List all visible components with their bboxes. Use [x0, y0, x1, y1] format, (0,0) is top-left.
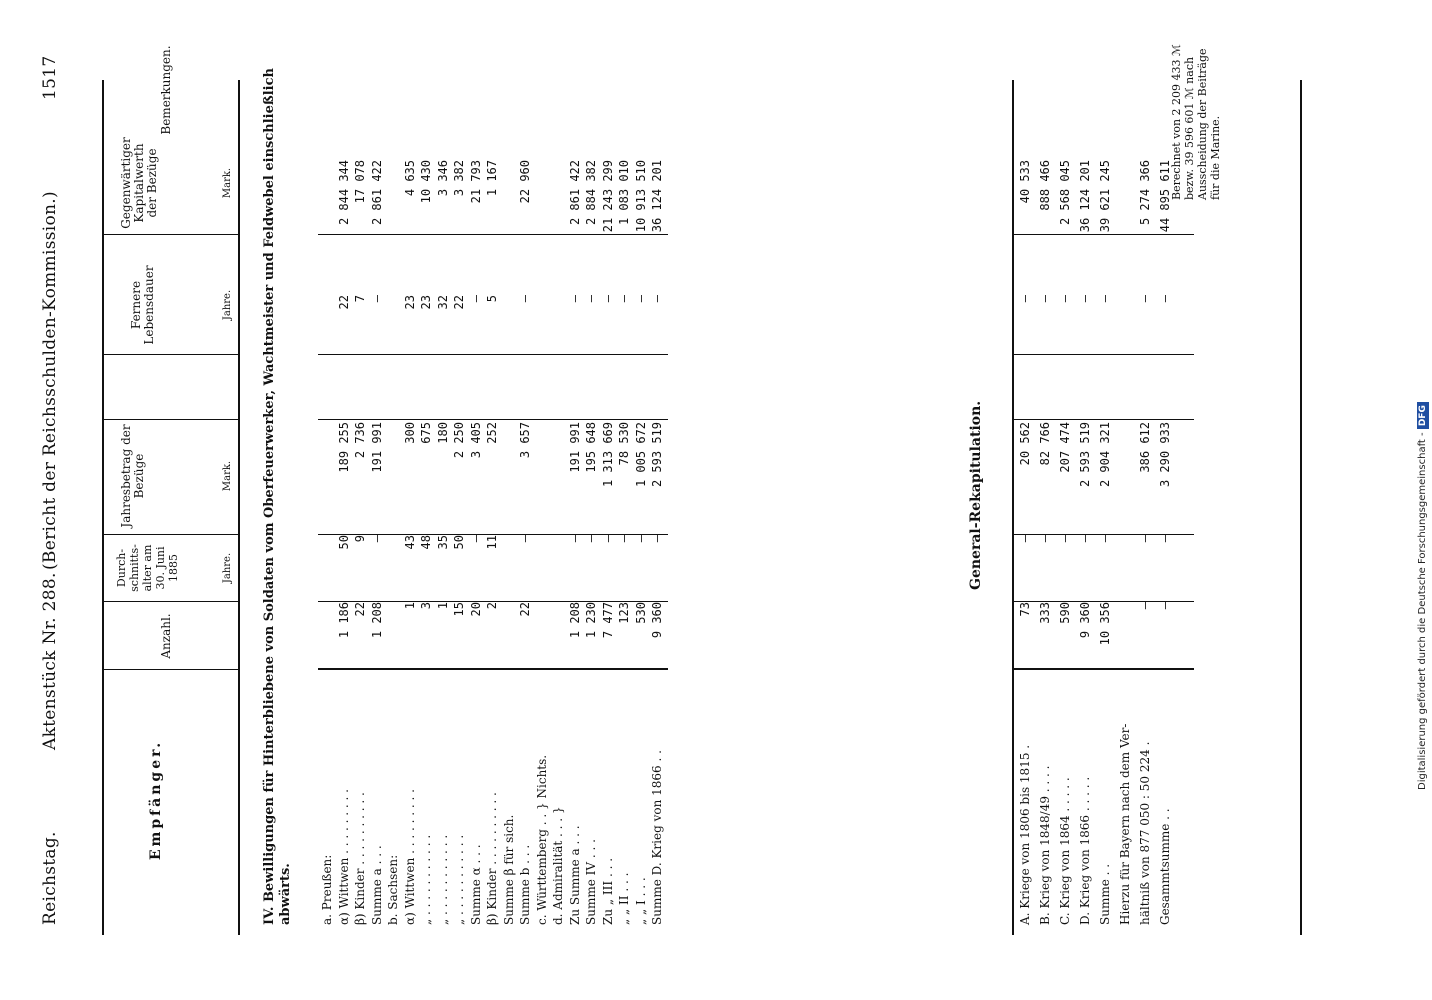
table-header-rule: [238, 80, 240, 935]
cell-jahresbetrag: 189 255: [336, 422, 351, 473]
cell-kapital: 10 913 510: [633, 160, 648, 233]
cell-jahresbetrag: 191 991: [369, 422, 384, 473]
cell-kapital: 2 861 422: [567, 160, 582, 226]
row-label: Summe . .: [1098, 863, 1112, 925]
table-row: [337, 0, 353, 1000]
recap-title: General-Rekapitulation.: [968, 400, 984, 590]
table-row: [634, 0, 650, 1000]
row-label: „ . . . . . . . . . . .: [435, 834, 450, 925]
recap-col-sep: [1012, 354, 1194, 355]
col-durchschnittsalter: Durchschnittsalter am 30. Juni 1885: [115, 544, 180, 592]
cell-dauer: —: [633, 295, 648, 303]
col-sep: [102, 669, 238, 670]
table-row: [601, 0, 617, 1000]
col-kapitalwerth: Gegenwärtiger Kapitalwerth der Bezüge: [119, 137, 159, 229]
cell-jahresbetrag: 207 474: [1058, 422, 1072, 473]
cell-kapital: 22 960: [518, 160, 532, 204]
cell-alter: —: [1138, 535, 1152, 543]
cell-anzahl: 15: [452, 602, 466, 617]
cell-kapital: 10 430: [419, 160, 433, 204]
recap-col-sep: [1012, 668, 1194, 670]
cell-jahresbetrag: 1 313 669: [600, 422, 615, 488]
cell-jahresbetrag: 2 736: [353, 422, 367, 459]
cell-anzahl: 22: [353, 602, 367, 617]
col-lebensdauer: Fernere Lebensdauer: [129, 265, 156, 345]
row-label: A. Kriege von 1806 bis 1815 .: [1018, 744, 1032, 925]
recap-bottom-rule: [1300, 80, 1302, 935]
cell-kapital: 21 243 299: [600, 160, 615, 233]
cell-dauer: —: [1078, 295, 1092, 303]
col-sep: [102, 534, 238, 535]
row-label: C. Krieg von 1864 . . . . .: [1058, 777, 1072, 925]
cell-dauer: —: [1058, 295, 1072, 303]
cell-kapital: 1 167: [485, 160, 499, 197]
cell-alter: 43: [402, 535, 417, 550]
col-sep: [102, 419, 238, 420]
cell-anzahl: 22: [518, 602, 532, 617]
cell-anzahl: 7 477: [600, 602, 615, 639]
cell-jahresbetrag: 3 657: [518, 422, 532, 459]
cell-dauer: 5: [485, 295, 499, 303]
table-row: [370, 0, 386, 1000]
row-label: Summe D. Krieg von 1866 . .: [650, 750, 664, 925]
cell-kapital: 39 621 245: [1098, 160, 1112, 233]
row-label: Gesammtsumme . .: [1158, 808, 1172, 925]
cell-kapital: 17 078: [353, 160, 367, 204]
recap-top-rule: [1012, 80, 1014, 935]
page-number: 1517: [40, 55, 60, 100]
unit-mark-kapital: Mark.: [222, 167, 233, 199]
cell-dauer: 23: [402, 295, 417, 310]
recap-col-sep: [1012, 234, 1194, 235]
cell-anzahl: 20: [468, 602, 483, 617]
cell-jahresbetrag: 300: [402, 422, 417, 444]
table-row: [1078, 0, 1094, 1000]
cell-anzahl: 590: [1058, 602, 1072, 624]
cell-alter: —: [567, 535, 582, 543]
table-top-rule: [102, 80, 104, 935]
cell-dauer: —: [584, 295, 598, 303]
digitization-label: Digitalisierung gefördert durch die Deutsche Forschungsgemeinschaft -: [1417, 432, 1428, 790]
row-label: d. Admiralität . . . }: [551, 806, 565, 925]
cell-alter: 9: [353, 535, 367, 543]
cell-jahresbetrag: 3 405: [468, 422, 483, 459]
cell-kapital: 36 124 201: [650, 160, 664, 233]
row-label: „ . . . . . . . . . . .: [452, 834, 466, 925]
recap-col-sep: [1012, 534, 1194, 535]
cell-anzahl: 73: [1018, 602, 1032, 617]
table-row: [1118, 0, 1134, 1000]
cell-jahresbetrag: 180: [435, 422, 450, 444]
table-row: [617, 0, 633, 1000]
cell-dauer: —: [650, 295, 664, 303]
unit-jahre-alter: Jahre.: [222, 552, 233, 584]
row-label: B. Krieg von 1848/49 . . . .: [1038, 765, 1052, 925]
cell-jahresbetrag: 82 766: [1038, 422, 1052, 466]
cell-kapital: 5 274 366: [1138, 160, 1152, 226]
table-row: [518, 0, 534, 1000]
dfg-logo: DFG: [1417, 402, 1429, 429]
bemerkung-line: für die Marine.: [1209, 115, 1222, 200]
cell-kapital: 3 346: [435, 160, 450, 197]
col-sep: [102, 354, 238, 355]
row-label: α) Wittwen . . . . . . . . .: [402, 789, 417, 925]
bemerkung-line: Ausscheidung der Beiträge: [1196, 48, 1209, 200]
cell-jahresbetrag: 2 250: [452, 422, 466, 459]
cell-alter: —: [650, 535, 664, 543]
cell-anzahl: 1 186: [336, 602, 351, 639]
cell-dauer: —: [1098, 295, 1112, 303]
cell-alter: —: [1098, 535, 1112, 543]
cell-alter: 11: [485, 535, 499, 550]
cell-anzahl: 123: [617, 602, 631, 624]
bemerkung-line: bezw. 39 596 601 ℳ nach: [1183, 56, 1196, 200]
table-row: [650, 0, 666, 1000]
row-label: Summe a . . .: [369, 845, 384, 925]
cell-alter: —: [633, 535, 648, 543]
section-title: IV. Bewilligungen für Hinterbliebene von Soldaten vom Oberfeuerwerker, Wachtmeister und Feldwebel einschließlich abwärts.: [262, 68, 293, 925]
cell-dauer: 7: [353, 295, 367, 303]
cell-kapital: 44 895 611: [1158, 160, 1172, 233]
cell-kapital: 888 466: [1038, 160, 1052, 211]
table-row: [568, 0, 584, 1000]
data-col-sep: [318, 668, 668, 670]
header-actenstueck: Aktenstück Nr. 288.: [40, 572, 60, 750]
cell-dauer: —: [1038, 295, 1052, 303]
bemerkung-line: Berechnet von 2 209 433 ℳ: [1170, 44, 1183, 200]
cell-anzahl: —: [1138, 602, 1152, 610]
cell-dauer: —: [1018, 295, 1032, 303]
row-label: α) Wittwen . . . . . . . . .: [336, 789, 351, 925]
cell-jahresbetrag: 3 290 933: [1158, 422, 1172, 488]
row-label: D. Krieg von 1866 . . . . .: [1078, 776, 1092, 925]
cell-jahresbetrag: 1 005 672: [633, 422, 648, 488]
cell-kapital: 3 382: [452, 160, 466, 197]
cell-alter: —: [1058, 535, 1072, 543]
digitization-sidebar: [1414, 0, 1432, 1000]
cell-dauer: —: [617, 295, 631, 303]
recap-col-sep: [1012, 419, 1194, 420]
cell-jahresbetrag: 78 530: [617, 422, 631, 466]
cell-jahresbetrag: 252: [485, 422, 499, 444]
cell-anzahl: 333: [1038, 602, 1052, 624]
cell-kapital: 1 083 010: [617, 160, 631, 226]
row-label: Summe α . . .: [468, 844, 483, 925]
cell-kapital: 2 861 422: [369, 160, 384, 226]
cell-anzahl: 1 208: [567, 602, 582, 639]
table-row: [1098, 0, 1114, 1000]
cell-dauer: —: [1138, 295, 1152, 303]
table-row: [320, 0, 336, 1000]
recap-col-sep: [1012, 601, 1194, 602]
cell-dauer: —: [518, 295, 532, 303]
cell-anzahl: 1 230: [584, 602, 598, 639]
col-sep: [102, 234, 238, 235]
cell-dauer: —: [567, 295, 582, 303]
cell-dauer: —: [600, 295, 615, 303]
cell-alter: —: [468, 535, 483, 543]
cell-dauer: 22: [452, 295, 466, 310]
header-reichstag: Reichstag.: [40, 831, 60, 925]
cell-alter: 48: [419, 535, 433, 550]
header-bericht: (Bericht der Reichsschulden-Kommission.): [40, 191, 60, 570]
table-row: [436, 0, 452, 1000]
cell-dauer: 22: [336, 295, 351, 310]
cell-anzahl: —: [1158, 602, 1172, 610]
col-sep: [102, 601, 238, 602]
cell-alter: 50: [336, 535, 351, 550]
row-label: β) Kinder . . . . . . . . . .: [353, 792, 367, 925]
col-anzahl: Anzahl.: [159, 613, 173, 659]
cell-dauer: 23: [419, 295, 433, 310]
cell-alter: —: [584, 535, 598, 543]
table-row: [1018, 0, 1034, 1000]
table-row: [386, 0, 402, 1000]
cell-anzahl: 1 208: [369, 602, 384, 639]
cell-jahresbetrag: 2 593 519: [1078, 422, 1092, 488]
cell-jahresbetrag: 2 904 321: [1098, 422, 1112, 488]
data-col-sep: [318, 601, 668, 602]
table-row: [1138, 0, 1154, 1000]
cell-kapital: 2 568 045: [1058, 160, 1072, 226]
cell-jahresbetrag: 2 593 519: [650, 422, 664, 488]
table-row: [535, 0, 551, 1000]
cell-alter: 50: [452, 535, 466, 550]
row-label: Hierzu für Bayern nach dem Ver-: [1118, 723, 1132, 925]
cell-anzahl: 2: [485, 602, 499, 610]
digitization-text: [1414, 0, 1432, 1000]
cell-alter: —: [1078, 535, 1092, 543]
table-row: [551, 0, 567, 1000]
row-label: „ „ II . . .: [617, 872, 631, 925]
cell-alter: —: [600, 535, 615, 543]
cell-dauer: —: [468, 295, 483, 303]
cell-kapital: 4 635: [402, 160, 417, 197]
cell-anzahl: 1: [435, 602, 450, 610]
unit-jahre-dauer: Jahre.: [222, 289, 233, 321]
cell-dauer: —: [369, 295, 384, 303]
cell-alter: —: [518, 535, 532, 543]
cell-jahresbetrag: 20 562: [1018, 422, 1032, 466]
row-label: c. Württemberg . . } Nichts.: [534, 754, 549, 925]
cell-dauer: 32: [435, 295, 450, 310]
table-row: [485, 0, 501, 1000]
cell-anzahl: 10 356: [1098, 602, 1112, 646]
cell-anzahl: 9 360: [650, 602, 664, 639]
bemerkung-note: [1170, 44, 1222, 200]
table-row: [419, 0, 435, 1000]
col-empfaenger: Empfänger.: [148, 739, 164, 861]
row-label: b. Sachsen:: [386, 854, 400, 925]
row-label: Summe b . . .: [518, 844, 532, 925]
row-label: Summe IV . . .: [584, 839, 598, 925]
cell-alter: 35: [435, 535, 450, 550]
row-label: Zu Summe a . . .: [567, 825, 582, 925]
data-col-sep: [318, 534, 668, 535]
cell-kapital: 21 793: [468, 160, 483, 204]
cell-jahresbetrag: 195 648: [584, 422, 598, 473]
table-row: [452, 0, 468, 1000]
data-col-sep: [318, 354, 668, 355]
data-col-sep: [318, 234, 668, 235]
cell-alter: —: [369, 535, 384, 543]
table-row: [1038, 0, 1054, 1000]
row-label: a. Preußen:: [320, 854, 334, 925]
cell-anzahl: 9 360: [1078, 602, 1092, 639]
cell-anzahl: 3: [419, 602, 433, 610]
table-row: [1058, 0, 1074, 1000]
cell-jahresbetrag: 191 991: [567, 422, 582, 473]
cell-alter: —: [1038, 535, 1052, 543]
cell-kapital: 2 884 382: [584, 160, 598, 226]
cell-anzahl: 530: [633, 602, 648, 624]
cell-kapital: 40 533: [1018, 160, 1032, 204]
data-col-sep: [318, 419, 668, 420]
cell-jahresbetrag: 675: [419, 422, 433, 444]
row-label: „ „ I . . .: [633, 877, 648, 925]
col-jahresbetrag: Jahresbetrag der Bezüge: [119, 424, 146, 528]
table-row: [469, 0, 485, 1000]
unit-mark-betrag: Mark.: [222, 460, 233, 492]
cell-alter: —: [1158, 535, 1172, 543]
row-label: „ . . . . . . . . . . .: [419, 834, 433, 925]
cell-jahresbetrag: 386 612: [1138, 422, 1152, 473]
cell-alter: —: [1018, 535, 1032, 543]
row-label: hältniß von 877 050 : 50 224 .: [1138, 741, 1152, 925]
row-label: Summe β für sich.: [501, 814, 516, 925]
cell-kapital: 36 124 201: [1078, 160, 1092, 233]
table-row: [353, 0, 369, 1000]
table-row: [584, 0, 600, 1000]
table-row: [502, 0, 518, 1000]
col-bemerkungen: Bemerkungen.: [159, 45, 173, 135]
row-label: β) Kinder . . . . . . . . . .: [485, 792, 499, 925]
row-label: Zu „ III . . .: [600, 857, 615, 925]
table-row: [403, 0, 419, 1000]
cell-dauer: —: [1158, 295, 1172, 303]
cell-anzahl: 1: [402, 602, 417, 610]
cell-alter: —: [617, 535, 631, 543]
cell-kapital: 2 844 344: [336, 160, 351, 226]
